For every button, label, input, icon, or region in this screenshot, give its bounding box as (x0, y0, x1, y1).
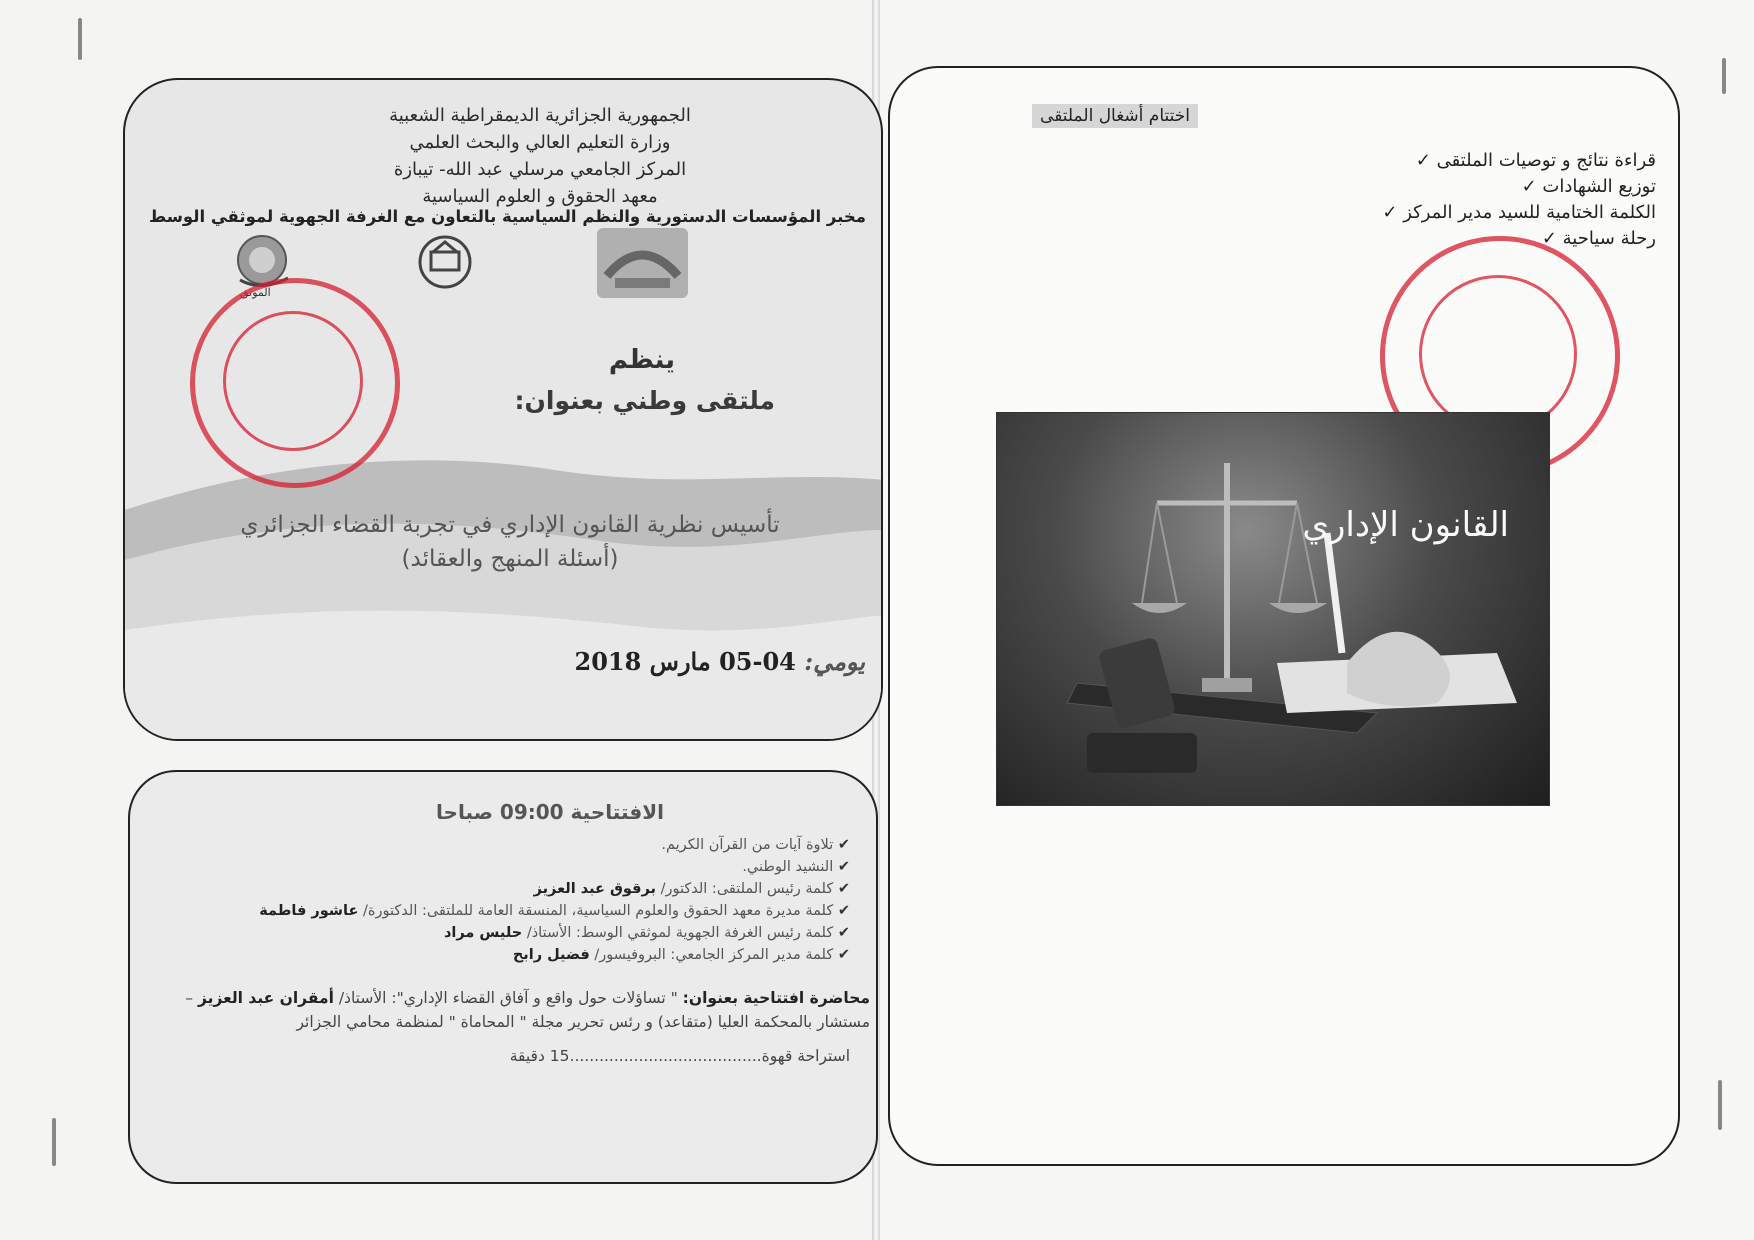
scales-gavel-pen-image (997, 413, 1549, 805)
closing-items-list (1156, 148, 1656, 252)
coffee-break: استراحة قهوة.......................................15 دقيقة (509, 1047, 850, 1065)
university-center-line: المركز الجامعي مرسلي عبد الله- تيبازة (393, 159, 687, 180)
opening-item: ✔ النشيد الوطني. (150, 856, 850, 878)
lecture-title: " تساؤلات حول واقع و آفاق القضاء الإداري": الأستاذ/ (338, 989, 678, 1007)
official-stamp (190, 278, 400, 488)
opening-title: الافتتاحية 09:00 صباحا (436, 800, 664, 824)
event-type-heading: ملتقى وطني بعنوان: (514, 386, 775, 415)
opening-item: ✔ كلمة رئيس الغرفة الجهوية لموثقي الوسط: الأستاذ/ حليس مراد (150, 922, 850, 944)
illustration-title: القانون الإداري (1302, 505, 1509, 545)
opening-item: ✔ كلمة مديرة معهد الحقوق والعلوم السياسية، المنسقة العامة للملتقى: الدكتورة/ عاشور فاطمة (150, 900, 850, 922)
administrative-law-illustration (996, 412, 1550, 806)
notary-logo-caption: الموثق (240, 286, 271, 299)
staple (1722, 58, 1726, 94)
organizes-heading: ينظم (608, 345, 675, 375)
closing-item: الكلمة الختامية للسيد مدير المركز ✓ (1156, 200, 1656, 226)
dates-value: 04-05 مارس 2018 (574, 647, 796, 676)
republic-line: الجمهورية الجزائرية الديمقراطية الشعبية (389, 105, 691, 126)
closing-title: اختتام أشغال الملتقى (1032, 104, 1198, 128)
dates-label: يومي: (804, 647, 865, 676)
lab-line: مخبر المؤسسات الدستورية والنظم السياسية بالتعاون مع الغرفة الجهوية لموثقي الوسط (149, 207, 866, 226)
lecture-lead: محاضرة افتتاحية بعنوان: (682, 989, 870, 1007)
institution-header (305, 102, 775, 210)
university-center-logo (595, 226, 690, 300)
staple (52, 1118, 56, 1166)
opening-program-panel (128, 770, 878, 1184)
staple (1718, 1080, 1722, 1130)
cover-wave-background (125, 450, 883, 741)
staple (78, 18, 82, 60)
institute-logo (415, 230, 475, 290)
opening-item: ✔ كلمة رئيس الملتقى: الدكتور/ برقوق عبد العزيز (150, 878, 850, 900)
theme-subtitle: (أسئلة المنهج والعقائد) (401, 546, 619, 572)
closing-item: رحلة سياحية ✓ (1156, 226, 1656, 252)
event-dates (485, 647, 865, 676)
closing-item: توزيع الشهادات ✓ (1156, 174, 1656, 200)
opening-item: ✔ كلمة مدير المركز الجامعي: البروفيسور/ فضيل رابح (150, 944, 850, 966)
lecture-speaker-details: – مستشار بالمحكمة العليا (متقاعد) و رئس تحرير مجلة " المحاماة " لمنظمة محامي الجزائر (185, 989, 870, 1031)
lecture-speaker: أمقران عبد العزيز (197, 989, 334, 1007)
stamp-inner-ring (223, 311, 363, 451)
institute-line: معهد الحقوق و العلوم السياسية (422, 186, 658, 207)
ministry-line: وزارة التعليم العالي والبحث العلمي (409, 132, 671, 153)
opening-item: ✔ تلاوة آيات من القرآن الكريم. (150, 834, 850, 856)
opening-lecture (150, 986, 870, 1034)
closing-item: قراءة نتائج و توصيات الملتقى ✓ (1156, 148, 1656, 174)
stamp-inner-ring (1419, 275, 1577, 433)
opening-items-list (150, 834, 850, 966)
event-theme (185, 508, 835, 576)
theme-title: تأسيس نظرية القانون الإداري في تجربة القضاء الجزائري (240, 512, 780, 538)
